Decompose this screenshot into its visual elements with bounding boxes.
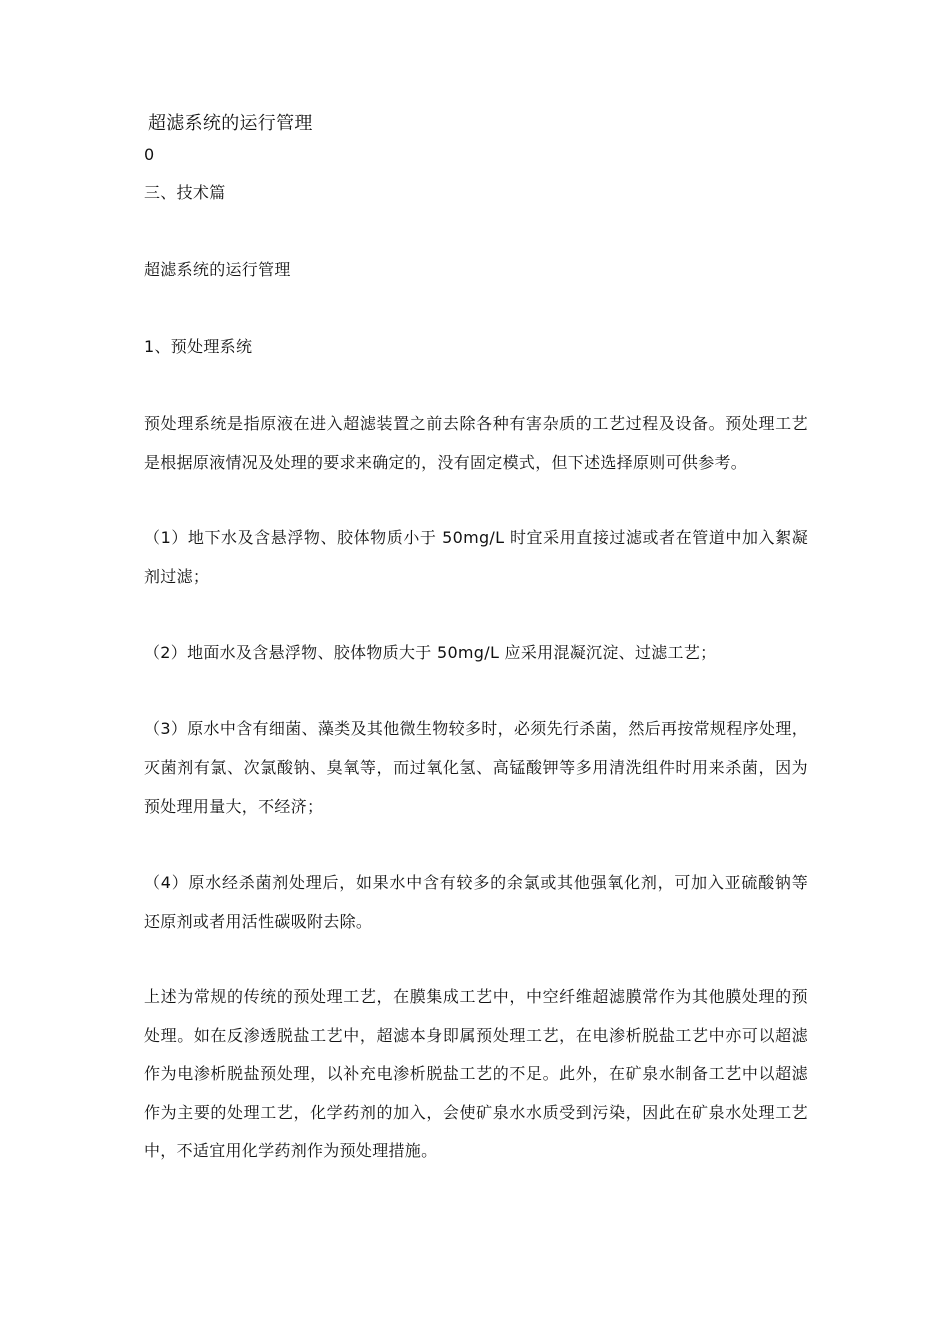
closing-line-5: 中，不适宜用化学药剂作为预处理措施。 (144, 1141, 438, 1160)
item-3-line-1: （3）原水中含有细菌、藻类及其他微生物较多时，必须先行杀菌，然后再按常规程序处理， (144, 719, 808, 738)
page-marker: 0 (144, 145, 155, 164)
section-heading: 三、技术篇 (144, 183, 226, 202)
item-3-line-3: 预处理用量大，不经济； (144, 797, 324, 816)
item-1-line-2: 剂过滤； (144, 567, 210, 586)
item-4-line-1: （4）原水经杀菌剂处理后，如果水中含有较多的余氯或其他强氧化剂，可加入亚硫酸钠等 (144, 873, 808, 892)
article-subtitle: 超滤系统的运行管理 (144, 260, 291, 279)
item-1-line-1: （1）地下水及含悬浮物、胶体物质小于 50mg/L 时宜采用直接过滤或者在管道中加入絮凝 (144, 528, 808, 547)
closing-line-3: 作为电渗析脱盐预处理，以补充电渗析脱盐工艺的不足。此外，在矿泉水制备工艺中以超滤 (144, 1064, 808, 1083)
intro-line-2: 是根据原液情况及处理的要求来确定的，没有固定模式，但下述选择原则可供参考。 (144, 453, 748, 472)
item-4-line-2: 还原剂或者用活性碳吸附去除。 (144, 912, 373, 931)
intro-line-1: 预处理系统是指原液在进入超滤装置之前去除各种有害杂质的工艺过程及设备。预处理工艺 (144, 414, 808, 433)
item-2-line-1: （2）地面水及含悬浮物、胶体物质大于 50mg/L 应采用混凝沉淀、过滤工艺； (144, 643, 717, 662)
item-3-line-2: 灭菌剂有氯、次氯酸钠、臭氧等，而过氧化氢、高锰酸钾等多用清洗组件时用来杀菌，因为 (144, 758, 808, 777)
document-title: 超滤系统的运行管理 (148, 113, 313, 134)
heading-pretreatment-system: 1、预处理系统 (144, 337, 253, 356)
closing-line-2: 处理。如在反渗透脱盐工艺中，超滤本身即属预处理工艺，在电渗析脱盐工艺中亦可以超滤 (144, 1026, 808, 1045)
closing-line-4: 作为主要的处理工艺，化学药剂的加入，会使矿泉水水质受到污染，因此在矿泉水处理工艺 (144, 1103, 808, 1122)
closing-line-1: 上述为常规的传统的预处理工艺，在膜集成工艺中，中空纤维超滤膜常作为其他膜处理的预 (144, 987, 808, 1006)
